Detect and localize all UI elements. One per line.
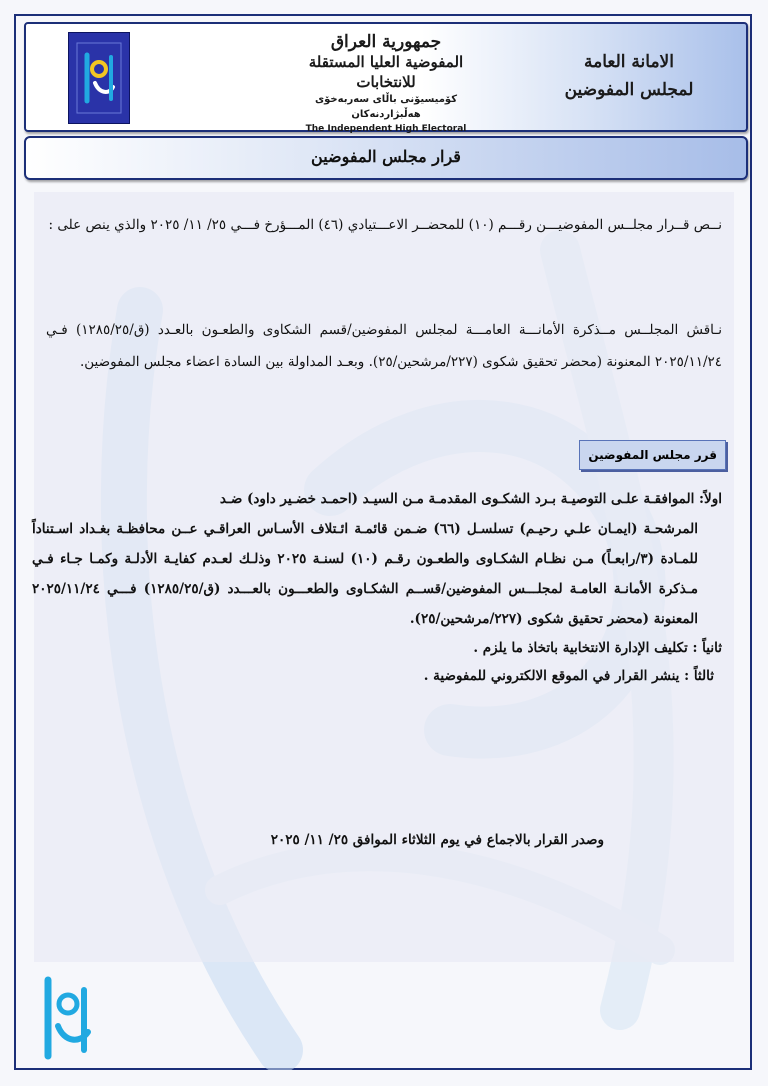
decision-list bbox=[32, 484, 722, 690]
issuing-body-line2: لمجلس المفوضين bbox=[564, 80, 694, 100]
preamble-paragraph: نــص قــرار مجلــس المفوضيـــن رقـــم (١٠) للمحضــر الاعـــتيادي (٤٦) المـــؤرخ فـــي ٢٥/ ١١/ ٢٠٢٥ والذي ينص على : bbox=[48, 217, 722, 233]
closing-statement: وصدر القرار بالاجماع في يوم الثلاثاء الموافق ٢٥/ ١١/ ٢٠٢٥ bbox=[270, 832, 604, 848]
seal-arabic-line2: المفوضية العليا المستقلة للانتخابات bbox=[308, 53, 464, 91]
document-title: قرار مجلس المفوضين bbox=[24, 136, 748, 180]
seal-arabic-line1: جمهورية العراق bbox=[330, 32, 442, 52]
decision-item-third: ثالثاً : ينشر القرار في الموقع الالكتروني للمفوضية . bbox=[423, 668, 714, 684]
discussion-paragraph: نـاقش المجلــس مــذكرة الأمانـــة العامـــة لمجلس المفوضين/قسم الشكاوى والطعـون بالعـدد (ق/١٢٨٥/٢٥) فـي ٢٠٢٥/١١/٢٤ المعنونة (محضر تحقيق شكوى (٢٢٧/مرشحين/٢٥). وبعـد المداولة بين السادة اعضاء مجلس المفوضين. bbox=[46, 322, 723, 370]
issuing-body bbox=[544, 48, 714, 104]
commission-logo-icon bbox=[69, 33, 129, 123]
issuing-body-line1: الامانة العامة bbox=[584, 52, 674, 72]
decision-item-first-body: المرشحـة (ايمـان علـي رحيـم) تسلسـل (٦٦) ضـمن قائمـة ائـتلاف الأسـاس العراقـي عــن محافظـة بغـداد اسـتناداً للمـادة (٣/رابعـاً) مـن نظـام الشكـاوى والطعـون رقـم (١٠) لسنـة ٢٠٢٥ وذلـك لعـدم كفايـة الأدلـة وكمـا جـاء فـي مـذكرة الأمانـة العامـة لمجلـــس المفوضين/قســم الشكـاوى والطعـــون بالعـــدد (ق/١٢٨٥/٢٥) فـــي ٢٠٢٥/١١/٢٤ المعنونة (محضر تحقيق شكوى (٢٢٧/مرشحين/٢٥). bbox=[32, 521, 699, 627]
footer-emblem-icon bbox=[34, 960, 104, 1070]
decision-item-first-head: اولاً: الموافقـة علـى التوصيـة بـرد الشكـوى المقدمـة مـن السيـد (احمـد خضـير داود) ضـد bbox=[219, 491, 722, 507]
letterhead bbox=[24, 22, 748, 132]
decision-heading-badge: قرر مجلس المفوضين bbox=[579, 440, 726, 470]
commission-logo bbox=[68, 32, 130, 124]
decision-item-second: ثانياً : تكليف الإدارة الانتخابية باتخاذ ما يلزم . bbox=[473, 640, 722, 656]
seal-kurdish-line: كۆمیسیۆنی باڵای سەربەخۆی هەڵبژاردنەكان bbox=[314, 94, 458, 120]
seal-english-line: The Independent High Electoral bbox=[305, 124, 467, 134]
commission-seal bbox=[286, 32, 486, 134]
decision-item-first bbox=[32, 484, 722, 634]
document-body bbox=[34, 192, 734, 962]
